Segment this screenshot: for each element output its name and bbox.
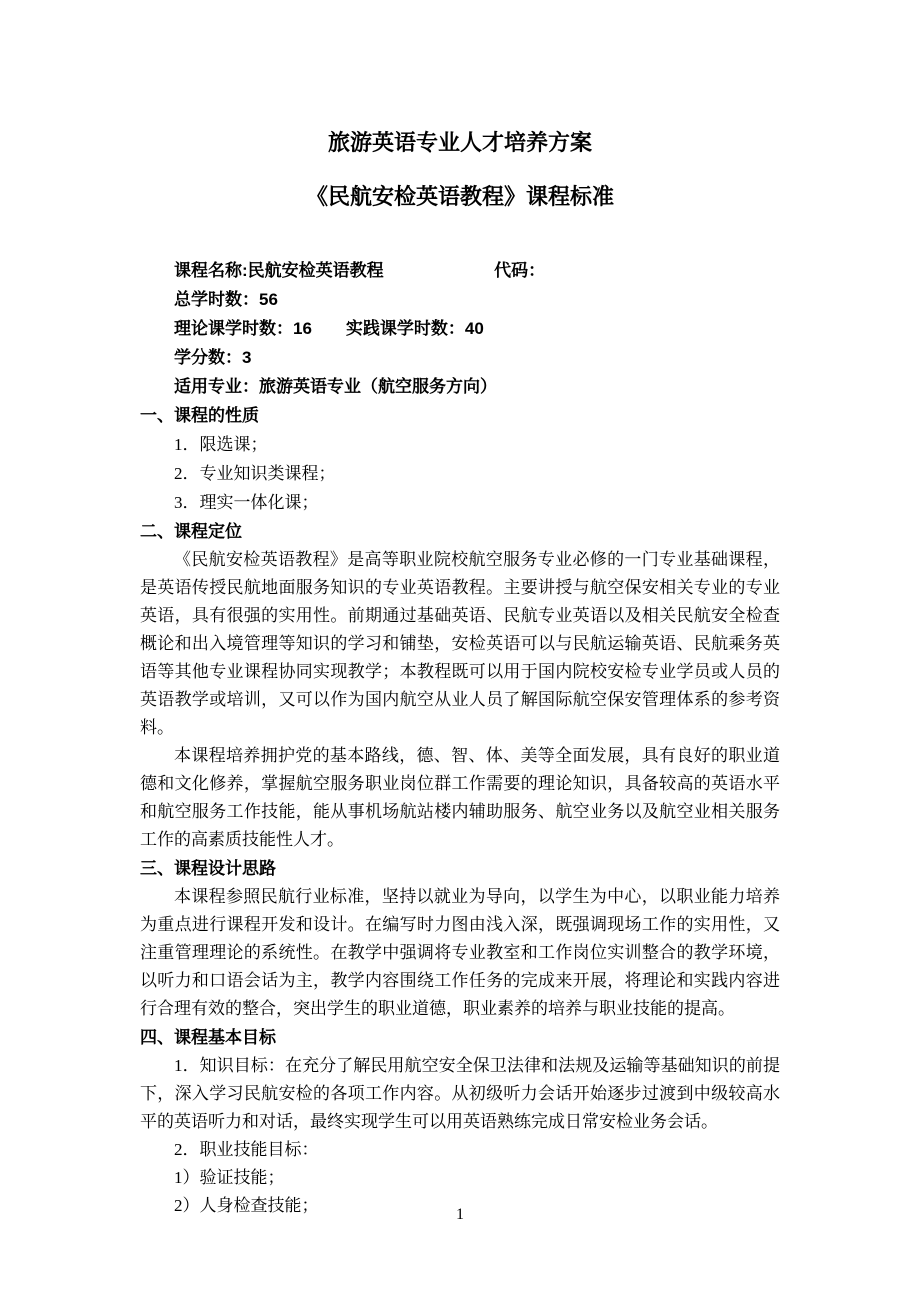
course-meta-block xyxy=(140,256,780,401)
meta-line-course-name xyxy=(140,256,780,285)
paragraph: 本课程培养拥护党的基本路线，德、智、体、美等全面发展，具有良好的职业道德和文化修养，掌握航空服务职业岗位群工作需要的理论知识，具备较高的英语水平和航空服务工作技能，能从事机场航站楼内辅助服务、航空业务以及航空业相关服务工作的高素质技能性人才。 xyxy=(140,746,780,849)
meta-theory-hours: 理论课学时数：16 xyxy=(174,319,312,338)
paragraph: 1）验证技能； xyxy=(174,1168,285,1187)
meta-line-total-hours xyxy=(140,285,780,314)
page-number: 1 xyxy=(456,1206,464,1223)
doc-title-sub: 《民航安检英语教程》课程标准 xyxy=(305,184,614,209)
list-item: 1．限选课； xyxy=(174,435,268,454)
meta-credits: 学分数：3 xyxy=(174,348,252,367)
section-course-position xyxy=(140,517,780,854)
meta-line-major xyxy=(140,372,780,401)
section-heading-1: 一、课程的性质 xyxy=(140,406,259,425)
list-item: 2．专业知识类课程； xyxy=(174,464,336,483)
section-heading-2: 二、课程定位 xyxy=(140,522,242,541)
meta-major: 适用专业：旅游英语专业（航空服务方向） xyxy=(174,377,497,396)
meta-code: 代码： xyxy=(494,261,546,280)
paragraph: 1．知识目标：在充分了解民用航空安全保卫法律和法规及运输等基础知识的前提下，深入学习民航安检的各项工作内容。从初级听力会话开始逐步过渡到中级较高水平的英语听力和对话，最终实现学生可以用英语熟练完成日常安检业务会话。 xyxy=(140,1056,780,1131)
meta-total-hours: 总学时数：56 xyxy=(174,290,278,309)
section-course-nature xyxy=(140,401,780,517)
list-item: 3．理实一体化课； xyxy=(174,493,319,512)
paragraph: 《民航安检英语教程》是高等职业院校航空服务专业必修的一门专业基础课程，是英语传授民航地面服务知识的专业英语教程。主要讲授与航空保安相关专业的专业英语，具有很强的实用性。前期通过基础英语、民航专业英语以及相关民航安全检查概论和出入境管理等知识的学习和铺垫，安检英语可以与民航运输英语、民航乘务英语等其他专业课程协同实现教学；本教程既可以用于国内院校安检专业学员或人员的英语教学或培训，又可以作为国内航空从业人员了解国际航空保安管理体系的参考资料。 xyxy=(140,550,780,737)
meta-line-credits xyxy=(140,343,780,372)
paragraph: 2）人身检查技能； xyxy=(174,1196,319,1215)
section-design-idea xyxy=(140,854,780,1023)
paragraph: 2．职业技能目标： xyxy=(174,1140,319,1159)
meta-course-name: 课程名称:民航安检英语教程 xyxy=(174,261,384,280)
section-basic-goals xyxy=(140,1023,780,1220)
meta-line-hours-split xyxy=(140,314,780,343)
section-heading-3: 三、课程设计思路 xyxy=(140,859,276,878)
meta-practice-hours: 实践课学时数：40 xyxy=(345,319,484,338)
doc-title-main: 旅游英语专业人才培养方案 xyxy=(327,130,592,155)
paragraph: 本课程参照民航行业标准，坚持以就业为导向，以学生为中心，以职业能力培养为重点进行课程开发和设计。在编写时力图由浅入深，既强调现场工作的实用性，又注重管理理论的系统性。在教学中强调将专业教室和工作岗位实训整合的教学环境，以听力和口语会话为主，教学内容围绕工作任务的完成来开展，将理论和实践内容进行合理有效的整合，突出学生的职业道德，职业素养的培养与职业技能的提高。 xyxy=(140,887,780,1018)
section-heading-4: 四、课程基本目标 xyxy=(140,1028,276,1047)
